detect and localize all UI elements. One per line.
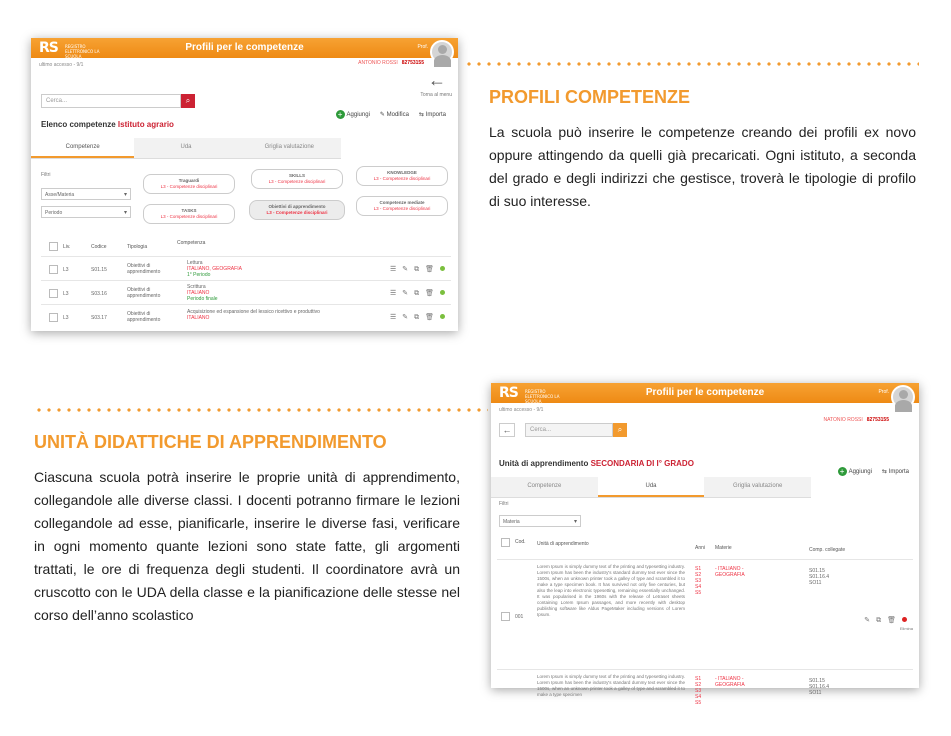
tab-bar bbox=[491, 477, 811, 498]
cell-liv: L3 bbox=[63, 291, 69, 297]
cell-type: Obiettivi di apprendimento bbox=[127, 287, 161, 299]
trash-icon[interactable]: 🗑 bbox=[425, 266, 440, 273]
row-checkbox[interactable] bbox=[49, 313, 58, 322]
tab-bar bbox=[31, 138, 341, 159]
breadcrumb: ultimo accesso - 9/1 bbox=[499, 407, 544, 413]
back-arrow-icon: ← bbox=[502, 425, 512, 435]
pencil-icon[interactable]: ✎ bbox=[402, 290, 415, 297]
table-row[interactable] bbox=[41, 256, 451, 280]
app-logo: RS REGISTRO ELETTRONICO LA SCUOLA bbox=[39, 40, 100, 59]
row-actions bbox=[864, 616, 907, 625]
toolbar bbox=[838, 467, 909, 476]
cell-subjects: - ITALIANO - GEOGRAFIA bbox=[715, 566, 745, 578]
import-button[interactable]: ⇆ Importa bbox=[881, 469, 909, 475]
cell-code: 001 bbox=[515, 614, 524, 620]
period-select[interactable]: Periodo ▾ bbox=[41, 206, 131, 218]
col-unita: Unità di apprendimento bbox=[537, 541, 589, 547]
cell-type: Obiettivi di apprendimento bbox=[127, 263, 161, 275]
pencil-icon[interactable]: ✎ bbox=[864, 617, 877, 624]
cell-linked-comp: S01.15 S01.16.4 SO11 bbox=[809, 568, 830, 586]
list-icon[interactable]: ☰ bbox=[389, 266, 403, 273]
row-checkbox[interactable] bbox=[49, 289, 58, 298]
cell-comp: Scrittura ITALIANO Periodo finale bbox=[187, 284, 218, 302]
copy-icon[interactable]: ⧉ bbox=[414, 266, 426, 273]
table-header bbox=[497, 533, 913, 553]
row-actions bbox=[390, 289, 445, 298]
tab-competenze[interactable]: Competenze bbox=[491, 477, 598, 497]
row-checkbox[interactable] bbox=[49, 265, 58, 274]
section2-text: Ciascuna scuola potrà inserire le proprie unità di apprendimento, collegandole alle diverse classi. I docenti potranno firmare le lezioni collegandole ad esse, pianificarle, inserire le diverse fasi, verificare in ogni momento quante lezioni sono state fatte, gli argomenti trattati, le ore di frequenza degli studenti. Il coordinatore avrà un cruscotto con le UDA della classe e la pianificazione delle stesse nel corso dell’anno scolastico bbox=[34, 469, 460, 623]
import-button[interactable]: ⇆ Importa bbox=[418, 112, 446, 118]
cell-subjects: - ITALIANO - GEOGRAFIA bbox=[715, 676, 745, 688]
area-select[interactable]: Asse/Materia ▾ bbox=[41, 188, 131, 200]
table-row[interactable] bbox=[41, 304, 451, 328]
tab-uda[interactable]: Uda bbox=[598, 477, 705, 497]
pill-tasks[interactable]: TASKS L3 - Competenze disciplinari bbox=[143, 204, 235, 224]
col-liv: Liv. bbox=[63, 244, 71, 250]
row-actions bbox=[390, 313, 445, 322]
select-all-checkbox[interactable] bbox=[49, 242, 58, 251]
copy-icon[interactable]: ⧉ bbox=[876, 617, 888, 624]
screenshot-unita-apprendimento bbox=[491, 383, 919, 706]
row-checkbox[interactable] bbox=[501, 612, 510, 621]
select-all-checkbox[interactable] bbox=[501, 538, 510, 547]
section2-heading: UNITÀ DIDATTICHE DI APPRENDIMENTO bbox=[34, 432, 387, 452]
user-info: ANTONIO ROSSI 82753155 bbox=[358, 60, 424, 66]
add-button[interactable]: + Aggiungi bbox=[336, 110, 370, 119]
app-logo: RS REGISTRO ELETTRONICO LA SCUOLA bbox=[499, 385, 560, 404]
trash-icon[interactable]: 🗑 bbox=[887, 617, 902, 624]
table-row[interactable] bbox=[497, 669, 913, 706]
cell-description: Lorem Ipsum is simply dummy text of the printing and typesetting industry. Lorem Ipsum has been the industry's standard dummy text ever since the 1500s, when an unknown printer took a galley of type and scrambled it to make a type specimen bbox=[537, 674, 685, 697]
cell-years: S1 S2 S3 S4 S5 bbox=[695, 676, 702, 706]
breadcrumb: ultimo accesso - 9/1 bbox=[39, 62, 84, 68]
tab-uda[interactable]: Uda bbox=[134, 138, 237, 158]
table-row[interactable] bbox=[41, 280, 451, 304]
pencil-icon: ✎ bbox=[379, 112, 385, 118]
row-actions bbox=[390, 265, 445, 274]
edit-button[interactable]: ✎ Modifica bbox=[379, 112, 409, 118]
pencil-icon[interactable]: ✎ bbox=[402, 266, 415, 273]
pencil-icon[interactable]: ✎ bbox=[402, 314, 415, 321]
col-cod: Cod. bbox=[515, 539, 526, 545]
list-icon[interactable]: ☰ bbox=[389, 314, 403, 321]
status-dot-icon bbox=[440, 266, 445, 271]
cell-type: Obiettivi di apprendimento bbox=[127, 311, 161, 323]
screenshot-profili-competenze bbox=[31, 38, 458, 331]
user-info: NATONIO ROSSI 82753155 bbox=[823, 417, 889, 423]
status-dot-icon bbox=[440, 290, 445, 295]
back-arrow-icon[interactable]: ← bbox=[428, 70, 446, 90]
section1-heading: PROFILI COMPETENZE bbox=[489, 87, 691, 107]
avatar[interactable] bbox=[891, 385, 915, 409]
filter-label: Filtri bbox=[499, 501, 509, 507]
pill-skills[interactable]: SKILLS L3 - Competenze disciplinari bbox=[251, 169, 343, 189]
pill-knowledge[interactable]: KNOWLEDGE L3 - Competenze disciplinari bbox=[356, 166, 448, 186]
user-greeting: Prof. bbox=[417, 44, 428, 50]
app-titlebar bbox=[31, 38, 458, 58]
cell-liv: L3 bbox=[63, 267, 69, 273]
cell-comp: Acquisizione ed espansione del lessico ricettivo e produttivo ITALIANO bbox=[187, 309, 320, 321]
col-anni: Anni bbox=[695, 545, 706, 551]
col-tipologia: Tipologia bbox=[127, 244, 148, 250]
copy-icon[interactable]: ⧉ bbox=[414, 290, 426, 297]
filter-label: Filtri bbox=[41, 172, 51, 178]
back-button[interactable] bbox=[499, 423, 515, 437]
pill-traguardi[interactable]: Traguardi L3 - Competenze disciplinari bbox=[143, 174, 235, 194]
add-button[interactable]: + Aggiungi bbox=[838, 467, 872, 476]
cell-years: S1 S2 S3 S4 S5 bbox=[695, 566, 702, 596]
pill-obiettivi[interactable]: Obiettivi di apprendimento L3 - Competenze disciplinari bbox=[249, 200, 345, 220]
cell-liv: L3 bbox=[63, 315, 69, 321]
cell-linked-comp: S01.15 S01.16.4 SO11 bbox=[809, 678, 830, 696]
col-codice: Codice bbox=[91, 244, 107, 250]
search-icon[interactable]: ⌕ bbox=[613, 423, 627, 437]
subject-select[interactable]: Materia ▾ bbox=[499, 515, 581, 527]
dotted-connector-1 bbox=[464, 62, 919, 66]
cell-code: S03.16 bbox=[91, 291, 107, 297]
trash-icon[interactable]: 🗑 bbox=[425, 290, 440, 297]
dotted-connector-2 bbox=[34, 408, 488, 412]
trash-icon[interactable]: 🗑 bbox=[425, 314, 440, 321]
section1-text: La scuola può inserire le competenze creando dei profili ex novo oppure attingendo da quelli già precaricati. Ogni istituto, a seconda del grado e degli indirizzi che gestisce, troverà le tipologie di profilo di suo interesse. bbox=[489, 124, 916, 209]
tab-griglia[interactable]: Griglia valutazione bbox=[238, 138, 341, 158]
col-competenza: Competenza bbox=[177, 240, 206, 246]
list-icon[interactable]: ☰ bbox=[389, 290, 403, 297]
search-input[interactable]: Cerca... bbox=[41, 94, 181, 108]
back-label[interactable]: Torna al menu bbox=[420, 92, 452, 98]
avatar[interactable] bbox=[430, 40, 454, 64]
plus-icon: + bbox=[838, 467, 847, 476]
copy-icon[interactable]: ⧉ bbox=[414, 314, 426, 321]
import-icon: ⇆ bbox=[881, 469, 887, 475]
tab-griglia[interactable]: Griglia valutazione bbox=[704, 477, 811, 497]
col-comp: Comp. collegate bbox=[809, 547, 846, 553]
status-dot-icon bbox=[440, 314, 445, 319]
col-materie: Materie bbox=[715, 545, 732, 551]
table-header bbox=[41, 238, 451, 256]
page-title: Elenco competenze Istituto agrario bbox=[41, 120, 174, 129]
search-icon[interactable]: ⌕ bbox=[181, 94, 195, 108]
window-title: Profili per le competenze bbox=[645, 387, 765, 398]
cell-code: S03.17 bbox=[91, 315, 107, 321]
cell-comp: Lettura ITALIANO, GEOGRAFIA 1° Periodo bbox=[187, 260, 242, 278]
cell-description: Lorem Ipsum is simply dummy text of the printing and typesetting industry. Lorem Ipsum has been the industry's standard dummy text ever since the 1500s, when an unknown printer took a galley of type and scrambled it to make a type specimen book. It has survived not only five centuries, but also the leap into electronic typesetting, remaining essentially unchanged. It was popularised in the 1960s with the release of Letraset sheets containing Lorem Ipsum passages, and more recently with desktop publishing software like Aldus PageMaker including versions of Lorem Ipsum. bbox=[537, 564, 685, 617]
window-title: Profili per le competenze bbox=[185, 42, 304, 53]
import-icon: ⇆ bbox=[418, 112, 424, 118]
tab-competenze[interactable]: Competenze bbox=[31, 138, 134, 158]
search-input[interactable]: Cerca... bbox=[525, 423, 613, 437]
plus-icon: + bbox=[336, 110, 345, 119]
delete-label[interactable]: Elimina bbox=[899, 626, 913, 631]
user-greeting: Prof. bbox=[878, 389, 889, 395]
toolbar bbox=[336, 110, 446, 119]
delete-dot-icon[interactable] bbox=[902, 617, 907, 622]
page-title: Unità di apprendimento SECONDARIA DI I° GRADO bbox=[499, 459, 694, 468]
app-titlebar bbox=[491, 383, 919, 403]
cell-code: S01.15 bbox=[91, 267, 107, 273]
pill-competenze-mediate[interactable]: Competenze mediate L3 - Competenze disciplinari bbox=[356, 196, 448, 216]
table-row[interactable] bbox=[497, 559, 913, 669]
